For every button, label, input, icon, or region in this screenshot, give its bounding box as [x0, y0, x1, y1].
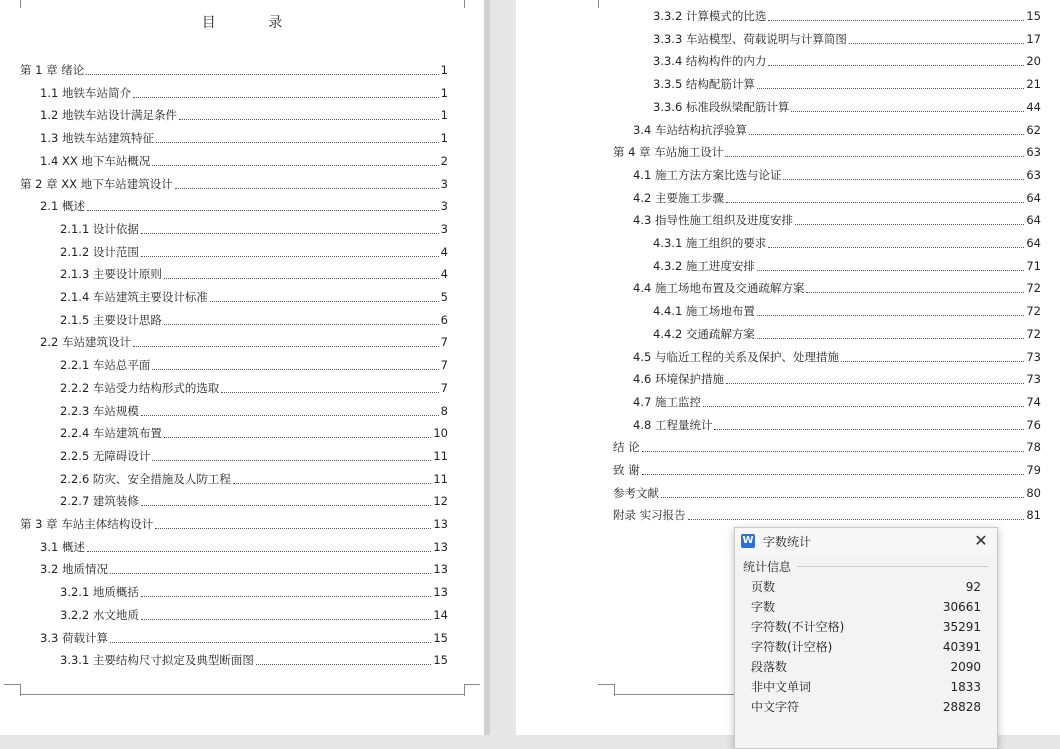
- toc-entry-label: 3.3.1 主要结构尺寸拟定及典型断面图: [60, 653, 254, 668]
- toc-entry[interactable]: [60, 287, 448, 307]
- toc-page-number: 7: [440, 335, 448, 350]
- toc-entry-label: 3.1 概述: [40, 539, 85, 554]
- toc-entry[interactable]: [653, 6, 1041, 26]
- toc-page-number: 7: [440, 358, 448, 373]
- toc-page-number: 74: [1026, 394, 1041, 409]
- toc-entry-label: 3.3.3 车站模型、荷载说明与计算简图: [653, 31, 847, 46]
- toc-entry[interactable]: [20, 514, 448, 534]
- toc-leader-dots: [726, 202, 1024, 203]
- toc-leader-dots: [141, 505, 431, 506]
- toc-entry-label: 2.1 概述: [40, 199, 85, 214]
- toc-title-char: 目: [201, 15, 216, 31]
- toc-entry[interactable]: [60, 605, 448, 625]
- toc-page-number: 63: [1026, 167, 1041, 182]
- corner-mark: [20, 0, 21, 8]
- toc-page-number: 14: [433, 607, 448, 622]
- stat-value: 35291: [942, 620, 981, 634]
- toc-leader-dots: [175, 188, 439, 189]
- toc-leader-dots: [133, 97, 439, 98]
- toc-entry-label: 2.2.7 建筑装修: [60, 494, 139, 509]
- toc-page-number: 2: [440, 153, 448, 168]
- toc-entry[interactable]: [40, 105, 448, 125]
- toc-entry-label: 2.2.4 车站建筑布置: [60, 426, 162, 441]
- toc-entry-label: 3.4 车站结构抗浮验算: [633, 122, 747, 137]
- toc-entry[interactable]: [40, 196, 448, 216]
- toc-entry[interactable]: [653, 51, 1041, 71]
- toc-entry-label: 4.4.2 交通疏解方案: [653, 326, 755, 341]
- toc-leader-dots: [87, 210, 439, 211]
- toc-leader-dots: [661, 497, 1024, 498]
- toc-entry[interactable]: [653, 97, 1041, 117]
- toc-leader-dots: [757, 338, 1024, 339]
- toc-entry-label: 4.3.2 施工进度安排: [653, 258, 755, 273]
- toc-leader-dots: [141, 619, 431, 620]
- toc-entry[interactable]: [40, 537, 448, 557]
- toc-leader-dots: [726, 383, 1024, 384]
- corner-mark: [464, 0, 465, 8]
- toc-entry[interactable]: [60, 355, 448, 375]
- toc-page-number: 3: [440, 221, 448, 236]
- toc-page-number: 63: [1026, 145, 1041, 160]
- toc-entry-label: 4.6 环境保护措施: [633, 372, 724, 387]
- toc-page-number: 6: [440, 312, 448, 327]
- stat-label: 页数: [751, 580, 776, 594]
- toc-page-number: 73: [1026, 372, 1041, 387]
- stat-value: 92: [965, 580, 981, 594]
- toc-leader-dots: [141, 415, 439, 416]
- toc-leader-dots: [233, 483, 431, 484]
- toc-entry-label: 3.3.2 计算模式的比选: [653, 9, 767, 23]
- toc-page-number: 72: [1026, 326, 1041, 341]
- toc-leader-dots: [791, 111, 1024, 112]
- toc-page-number: 5: [440, 290, 448, 304]
- toc-page-number: 1: [440, 108, 448, 123]
- toc-leader-dots: [156, 142, 439, 143]
- toc-leader-dots: [152, 165, 438, 166]
- toc-entry[interactable]: [653, 74, 1041, 94]
- footer-rule: [614, 694, 734, 695]
- toc-entry[interactable]: [60, 219, 448, 239]
- toc-entry[interactable]: [633, 120, 1041, 140]
- toc-leader-dots: [110, 573, 431, 574]
- toc-leader-dots: [714, 429, 1024, 430]
- toc-page-number: 80: [1026, 485, 1041, 500]
- toc-page-number: 4: [440, 244, 448, 259]
- section-divider: [797, 566, 989, 567]
- toc-entry[interactable]: [20, 60, 448, 80]
- toc-leader-dots: [768, 247, 1024, 248]
- stats-section-header: [735, 554, 997, 577]
- toc-entry-label: 第 1 章 绪论: [20, 63, 85, 77]
- toc-leader-dots: [87, 551, 431, 552]
- toc-page-number: 4: [440, 267, 448, 282]
- corner-mark: [4, 684, 20, 685]
- wps-writer-icon: W: [742, 535, 754, 546]
- toc-entry[interactable]: [60, 650, 448, 670]
- document-page-left: [0, 0, 484, 735]
- toc-leader-dots: [703, 406, 1024, 407]
- toc-page-number: 12: [433, 494, 448, 509]
- toc-entry-label: 3.3.5 结构配筋计算: [653, 77, 755, 92]
- toc-page-number: 1: [440, 85, 448, 100]
- toc-page-number: 8: [440, 403, 448, 418]
- toc-entry[interactable]: [60, 423, 448, 443]
- stat-row: [735, 697, 997, 717]
- toc-leader-dots: [749, 134, 1024, 135]
- toc-entry[interactable]: [60, 378, 448, 398]
- toc-entry-label: 3.2 地质情况: [40, 562, 108, 577]
- toc-entry[interactable]: [60, 242, 448, 262]
- stat-value: 28828: [942, 700, 981, 714]
- toc-page-number: 73: [1026, 349, 1041, 364]
- toc-page-number: 79: [1026, 463, 1041, 477]
- toc-leader-dots: [256, 664, 431, 665]
- toc-leader-dots: [725, 156, 1024, 157]
- toc-leader-dots: [179, 119, 439, 120]
- toc-entry[interactable]: [653, 301, 1041, 321]
- toc-entry[interactable]: [633, 188, 1041, 208]
- toc-title-char: 录: [268, 15, 283, 31]
- toc-page-number: 64: [1026, 236, 1041, 250]
- toc-leader-dots: [642, 451, 1025, 452]
- stat-row: [735, 577, 997, 597]
- footer-rule: [20, 694, 464, 695]
- toc-entry-label: 2.2.3 车站规模: [60, 403, 139, 418]
- stat-label: 字符数(计空格): [751, 640, 833, 654]
- toc-entry[interactable]: [60, 264, 448, 284]
- close-icon[interactable]: ✕: [974, 531, 988, 550]
- toc-page-number: 7: [440, 380, 448, 395]
- toc-page-number: 13: [433, 517, 448, 531]
- toc-entry-label: 4.3.1 施工组织的要求: [653, 236, 767, 250]
- stat-row: [735, 657, 997, 677]
- toc-leader-dots: [806, 292, 1024, 293]
- toc-entry[interactable]: [60, 310, 448, 330]
- toc-entry-label: 第 3 章 车站主体结构设计: [20, 517, 154, 531]
- toc-leader-dots: [688, 519, 1025, 520]
- toc-leader-dots: [757, 315, 1024, 316]
- toc-entry[interactable]: [40, 332, 448, 352]
- corner-mark: [464, 684, 465, 696]
- toc-entry-label: 2.2 车站建筑设计: [40, 335, 131, 350]
- toc-entry[interactable]: [633, 210, 1041, 230]
- toc-entry-label: 第 4 章 车站施工设计: [613, 145, 724, 160]
- page-gap: [484, 0, 490, 735]
- stat-value: 1833: [950, 680, 981, 694]
- toc-page-number: 11: [433, 448, 448, 463]
- stats-section-label: 统计信息: [743, 560, 792, 574]
- toc-entry[interactable]: [633, 165, 1041, 185]
- toc-entry[interactable]: [60, 401, 448, 421]
- toc-page-number: 17: [1026, 31, 1041, 46]
- toc-page-number: 3: [440, 176, 448, 191]
- toc-page-number: 13: [433, 562, 448, 577]
- toc-entry[interactable]: [653, 324, 1041, 344]
- toc-entry-label: 2.2.1 车站总平面: [60, 358, 151, 373]
- stat-label: 字数: [751, 600, 776, 614]
- toc-leader-dots: [795, 224, 1024, 225]
- toc-entry[interactable]: [613, 505, 1041, 525]
- toc-entry-label: 3.2.2 水文地质: [60, 607, 139, 622]
- toc-entry[interactable]: [40, 559, 448, 579]
- toc-leader-dots: [768, 65, 1024, 66]
- stat-row: [735, 677, 997, 697]
- dialog-title: 字数统计: [763, 534, 812, 549]
- toc-page-number: 15: [1026, 9, 1041, 23]
- toc-entry[interactable]: [613, 437, 1041, 457]
- toc-entry-label: 2.1.4 车站建筑主要设计标准: [60, 290, 208, 304]
- toc-page-number: 64: [1026, 190, 1041, 205]
- toc-leader-dots: [757, 88, 1024, 89]
- toc-page-number: 71: [1026, 258, 1041, 273]
- toc-entry[interactable]: [653, 233, 1041, 253]
- toc-entry[interactable]: [60, 469, 448, 489]
- toc-entry[interactable]: [633, 415, 1041, 435]
- toc-leader-dots: [757, 270, 1024, 271]
- toc-entry-label: 4.4.1 施工场地布置: [653, 304, 755, 319]
- toc-entry-label: 3.2.1 地质概括: [60, 585, 139, 600]
- toc-entry-label: 2.1.3 主要设计原则: [60, 267, 162, 282]
- toc-entry-label: 4.1 施工方法方案比选与论证: [633, 167, 782, 182]
- toc-entry-label: 致 谢: [613, 463, 640, 477]
- toc-page-number: 78: [1026, 440, 1041, 455]
- toc-leader-dots: [164, 278, 439, 279]
- toc-entry[interactable]: [653, 29, 1041, 49]
- corner-mark: [464, 684, 480, 685]
- toc-leader-dots: [110, 642, 431, 643]
- toc-entry-label: 4.8 工程量统计: [633, 417, 713, 432]
- toc-leader-dots: [221, 392, 438, 393]
- toc-entry-label: 1.3 地铁车站建筑特征: [40, 131, 154, 146]
- toc-leader-dots: [152, 460, 431, 461]
- toc-entry-label: 参考文献: [613, 485, 659, 500]
- toc-page-number: 15: [433, 630, 448, 645]
- toc-entry-label: 3.3 荷载计算: [40, 630, 108, 645]
- toc-leader-dots: [783, 179, 1024, 180]
- toc-page-number: 64: [1026, 213, 1041, 228]
- stat-row: [735, 617, 997, 637]
- toc-leader-dots: [841, 361, 1024, 362]
- toc-entry[interactable]: [20, 174, 448, 194]
- corner-mark: [598, 0, 599, 8]
- toc-entry-label: 4.2 主要施工步骤: [633, 190, 724, 205]
- toc-page-number: 62: [1026, 122, 1041, 137]
- toc-entry[interactable]: [60, 582, 448, 602]
- toc-page-number: 1: [440, 131, 448, 146]
- toc-entry[interactable]: [633, 369, 1041, 389]
- toc-page-number: 11: [433, 471, 448, 486]
- toc-page-number: 20: [1026, 54, 1041, 69]
- toc-entry-label: 2.2.6 防灾、安全措施及人防工程: [60, 471, 231, 486]
- toc-entry[interactable]: [653, 256, 1041, 276]
- stat-label: 非中文单词: [751, 680, 812, 694]
- toc-page-number: 13: [433, 585, 448, 600]
- toc-leader-dots: [86, 74, 438, 75]
- toc-entry-label: 1.4 XX 地下车站概况: [40, 153, 151, 168]
- toc-entry[interactable]: [613, 142, 1041, 162]
- toc-entry[interactable]: [613, 483, 1041, 503]
- toc-entry[interactable]: [40, 628, 448, 648]
- stats-list: [735, 577, 997, 717]
- toc-entry-label: 2.1.1 设计依据: [60, 221, 139, 236]
- toc-page-number: 72: [1026, 304, 1041, 319]
- toc-entry-label: 1.1 地铁车站简介: [40, 85, 131, 100]
- stat-value: 30661: [942, 600, 981, 614]
- toc-page-number: 15: [433, 653, 448, 668]
- toc-leader-dots: [141, 256, 439, 257]
- toc-entry-label: 2.1.5 主要设计思路: [60, 312, 162, 327]
- toc-entry-label: 2.2.2 车站受力结构形式的选取: [60, 380, 220, 395]
- toc-entry-label: 2.1.2 设计范围: [60, 244, 139, 259]
- toc-entry[interactable]: [633, 392, 1041, 412]
- toc-page-number: 13: [433, 539, 448, 554]
- toc-page-number: 21: [1026, 77, 1041, 92]
- toc-leader-dots: [152, 369, 438, 370]
- toc-page-number: 72: [1026, 281, 1041, 296]
- toc-entry-label: 4.5 与临近工程的关系及保护、处理措施: [633, 349, 839, 364]
- toc-leader-dots: [141, 596, 431, 597]
- toc-leader-dots: [133, 346, 439, 347]
- toc-leader-dots: [164, 324, 439, 325]
- word-count-dialog[interactable]: [734, 527, 998, 749]
- stat-row: [735, 637, 997, 657]
- toc-leader-dots: [642, 474, 1025, 475]
- toc-page-number: 1: [440, 63, 448, 77]
- dialog-titlebar[interactable]: [735, 528, 997, 554]
- stat-label: 中文字符: [751, 700, 800, 714]
- toc-entry[interactable]: [40, 83, 448, 103]
- stat-value: 2090: [950, 660, 981, 674]
- stat-row: [735, 597, 997, 617]
- toc-page-number: 3: [440, 199, 448, 214]
- toc-leader-dots: [210, 301, 439, 302]
- corner-mark: [598, 684, 614, 685]
- toc-entry-label: 附录 实习报告: [613, 508, 686, 523]
- stat-value: 40391: [942, 640, 981, 654]
- toc-entry-label: 3.3.6 标准段纵梁配筋计算: [653, 99, 790, 114]
- toc-entry[interactable]: [633, 347, 1041, 367]
- toc-leader-dots: [141, 233, 439, 234]
- toc-entry[interactable]: [60, 446, 448, 466]
- toc-entry[interactable]: [40, 151, 448, 171]
- toc-leader-dots: [849, 43, 1024, 44]
- stat-label: 段落数: [751, 660, 788, 674]
- toc-leader-dots: [768, 20, 1024, 21]
- toc-title: [0, 12, 484, 32]
- toc-entry-label: 1.2 地铁车站设计满足条件: [40, 108, 177, 123]
- toc-entry-label: 结 论: [613, 440, 640, 455]
- toc-entry-label: 4.7 施工监控: [633, 394, 701, 409]
- stat-label: 字符数(不计空格): [751, 620, 845, 634]
- toc-entry-label: 第 2 章 XX 地下车站建筑设计: [20, 176, 173, 191]
- toc-entry-label: 4.4 施工场地布置及交通疏解方案: [633, 281, 805, 296]
- toc-entry[interactable]: [40, 128, 448, 148]
- toc-entry[interactable]: [633, 278, 1041, 298]
- toc-leader-dots: [155, 528, 431, 529]
- toc-page-number: 10: [433, 426, 448, 441]
- toc-page-number: 81: [1026, 508, 1041, 523]
- toc-leader-dots: [164, 437, 431, 438]
- toc-page-number: 44: [1026, 99, 1041, 114]
- toc-page-number: 76: [1026, 417, 1041, 432]
- toc-entry-label: 2.2.5 无障碍设计: [60, 448, 151, 463]
- toc-entry-label: 4.3 指导性施工组织及进度安排: [633, 213, 793, 228]
- toc-entry[interactable]: [613, 460, 1041, 480]
- toc-entry-label: 3.3.4 结构构件的内力: [653, 54, 767, 69]
- toc-entry[interactable]: [60, 491, 448, 511]
